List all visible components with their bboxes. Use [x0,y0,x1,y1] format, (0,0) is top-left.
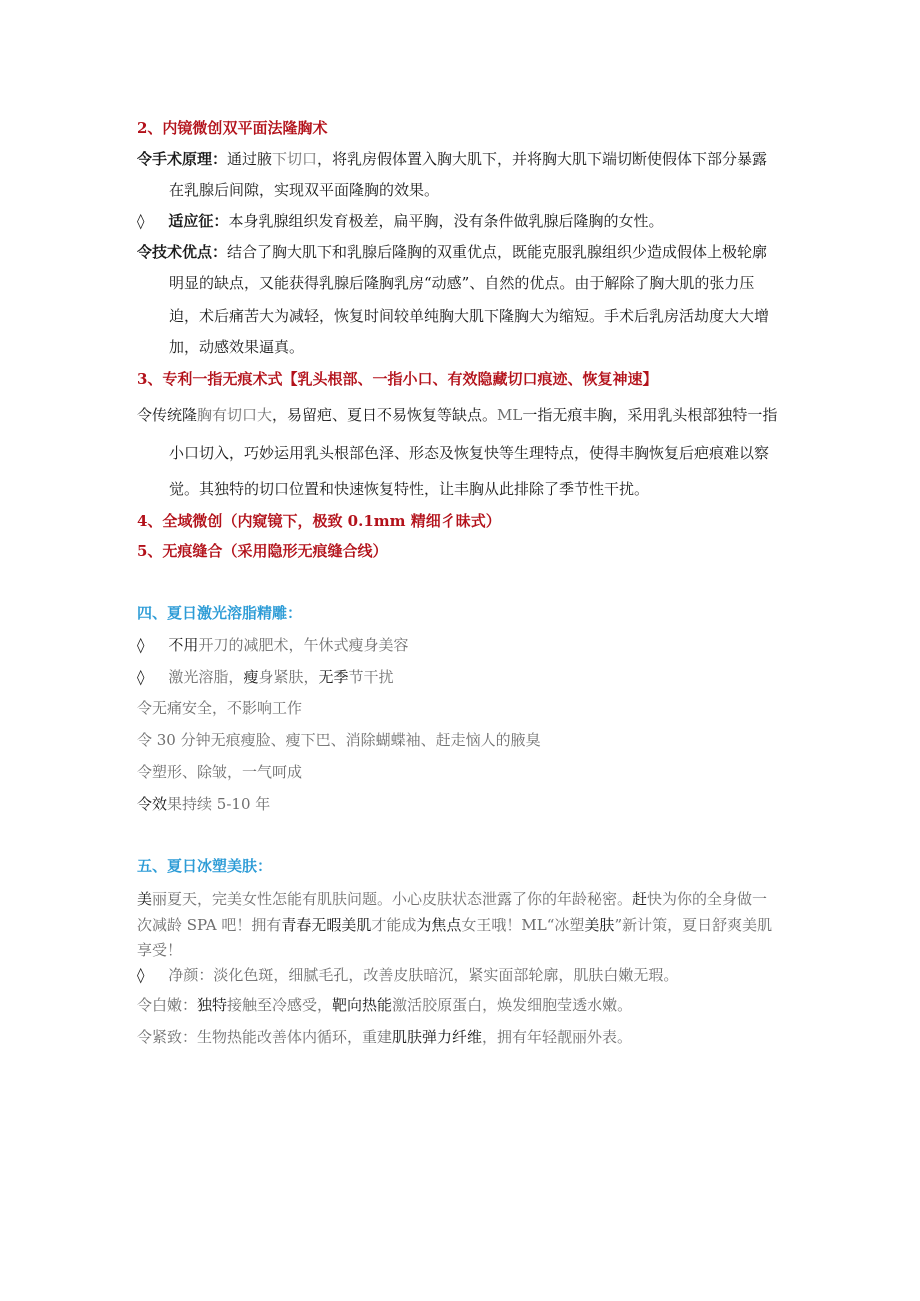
indication-text: 本身乳腺组织发育极差，扁平胸，没有条件做乳腺后隆胸的女性。 [228,212,664,230]
laser-item-2 [137,667,394,687]
advantage-line-2: 明显的缺点，又能获得乳腺后隆胸乳房“动感”、自然的优点。由于解除了胸大肌的张力压 [169,274,755,292]
section-3-text-1c: ，易留疤、夏日不易恢复等缺点。 [272,406,498,424]
cryo-p2b: 青春无暇美肌 [281,916,372,934]
laser-item-2a: 激光溶脂， [168,668,244,686]
principle-label: 令手术原理： [137,150,228,168]
section-3-heading: 3、专利一指无痕术式【乳头根部、一指小口、有效隐藏切口痕迹、恢复神速】 [137,370,658,388]
section-5-heading: 5、无痕缝合（采用隐形无痕缝合线） [137,542,388,560]
advantage-line-4: 加，动感效果逼真。 [169,338,305,356]
cryo-p1a: 美 [137,890,153,908]
cryo-item-2a: 令白嫩： [137,996,198,1014]
cryo-paragraph-line-3: 享受！ [137,941,183,959]
principle-text-1c: ，将乳房假体置入胸大肌下，并将胸大肌下端切断使假体下部分暴露 [317,150,768,168]
cryo-item-3d: ，拥有年轻靓丽外表。 [482,1028,633,1046]
cryo-item-3c: 肌肤弹力纤维 [392,1028,483,1046]
laser-item-2d: 无季 [318,668,349,686]
cryo-p2d: 为焦点 [416,916,462,934]
diamond-bullet-icon: ◊ [137,668,145,686]
cryo-paragraph-line-1 [137,889,767,909]
cryo-item-3a: 令紧致： [137,1028,198,1046]
cryo-item-2b: 独特 [197,996,228,1014]
advantage-line-3: 迫，术后痛苦大为减轻，恢复时间较单纯胸大肌下隆胸大为缩短。手术后乳房活劫度大大增 [169,307,770,325]
cryo-p1b: 丽夏天，完美女性怎能有肌肤问题。小心皮肤状态泄露了你的年龄秘密。 [152,890,633,908]
diamond-bullet-icon: ◊ [137,636,145,654]
cryo-p1c: 赶 [632,890,648,908]
cryo-item-3 [137,1027,632,1047]
laser-item-2e: 节干扰 [348,668,394,686]
section-4-heading: 4、全域微创（内窥镜下，极致 0.1mm 精细彳昧式） [137,512,501,530]
cryo-p1d: 快为你的全身做一 [647,890,768,908]
laser-item-2c: 身紧肤， [258,668,319,686]
principle-text-1a: 通过腋 [227,150,273,168]
cryo-p2c: 才能成 [371,916,417,934]
cryo-item-3b: 生物热能改善体内循环，重建 [197,1028,393,1046]
section-3-text-1b: 胸有切口大 [197,406,273,424]
laser-item-6b: 果持续 5-10 年 [167,795,271,813]
cryo-skin-heading: 五、夏日冰塑美肤： [137,857,273,875]
cryo-item-1 [137,965,678,985]
principle-line-1 [137,149,767,169]
cryo-item-2d: 靶向热能 [332,996,393,1014]
diamond-bullet-icon: ◊ [137,966,145,984]
section-3-text-1d: ML [497,406,523,424]
cryo-p2g: ”新计策，夏日舒爽美肌 [614,916,773,934]
indication-label: 适应征： [168,212,229,230]
principle-line-2: 在乳腺后间隙，实现双平面隆胸的效果。 [169,181,440,199]
diamond-bullet-icon: ◊ [137,212,145,230]
principle-text-1b: 下切口 [272,150,318,168]
laser-item-2b: 瘦 [243,668,259,686]
advantage-line-1 [137,242,767,262]
indication-line [137,211,663,231]
section-2-heading: 2、内镜微创双平面法隆胸术 [137,119,328,137]
cryo-item-2e: 激活胶原蛋白，焕发细胞莹透水嫩。 [392,996,633,1014]
cryo-p2a: 次减龄 SPA 吧！拥有 [137,916,282,934]
laser-item-1b: 开刀的减肥术，午休式瘦身美容 [198,636,409,654]
laser-item-4: 令 30 分钟无痕瘦脸、瘦下巴、消除蝴蝶袖、赶走恼人的腋臭 [137,731,541,749]
advantage-text-1: 结合了胸大肌下和乳腺后隆胸的双重优点，既能克服乳腺组织少造成假体上极轮廓 [227,243,768,261]
section-3-line-3: 觉。其独特的切口位置和快速恢复特性，让丰胸从此排除了季节性干扰。 [169,480,650,498]
laser-item-1 [137,635,408,655]
cryo-p2e: 女王哦！ML“冰塑 [461,916,585,934]
cryo-item-1-text: 净颜：淡化色斑，细腻毛孔，改善皮肤暗沉，紧实面部轮廓，肌肤白嫩无瑕。 [168,966,679,984]
section-3-text-1a: 令传统隆 [137,406,198,424]
section-3-line-1 [137,405,777,425]
cryo-item-2 [137,995,632,1015]
cryo-item-2c: 接触至冷感受， [227,996,333,1014]
cryo-paragraph-line-2 [137,915,772,935]
laser-item-6a: 令效 [137,795,168,813]
advantage-label: 令技术优点： [137,243,228,261]
section-3-line-2: 小口切入，巧妙运用乳头根部色泽、形态及恢复快等生理特点，使得丰胸恢复后疤痕难以察 [169,444,770,462]
laser-lipolysis-heading: 四、夏日激光溶脂精雕： [137,604,303,622]
laser-item-3: 令无痛安全，不影响工作 [137,699,303,717]
laser-item-6 [137,794,270,814]
laser-item-1a: 不用 [168,636,199,654]
laser-item-5: 令塑形、除皱，一气呵成 [137,763,303,781]
section-3-text-1e: 一指无痕丰胸，采用乳头根部独特一指 [522,406,778,424]
cryo-p2f: 美肤 [584,916,615,934]
